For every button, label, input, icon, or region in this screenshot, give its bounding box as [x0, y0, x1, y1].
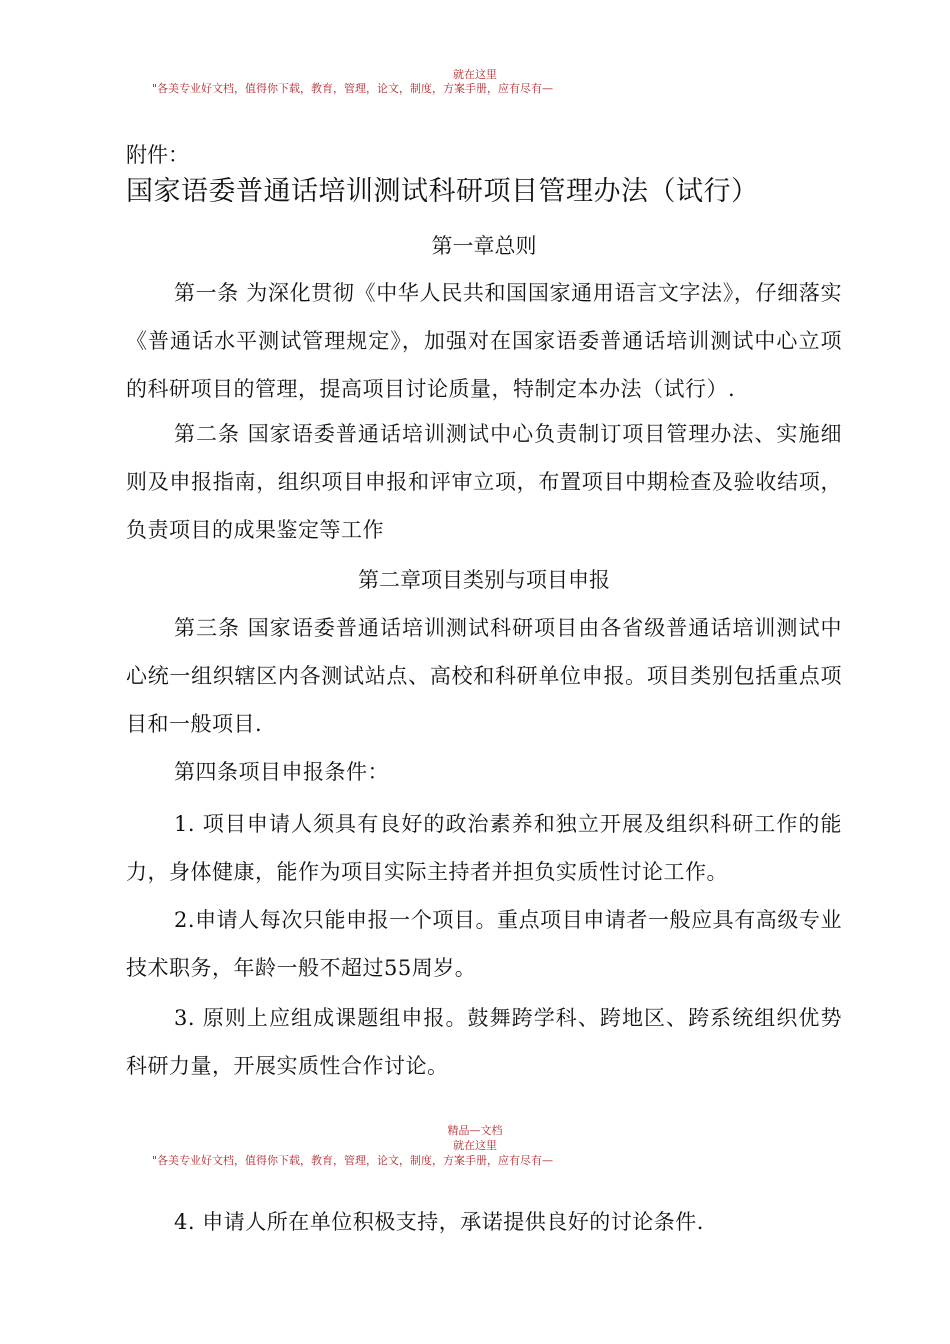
list-item-1: 1. 项目申请人须具有良好的政治素养和独立开展及组织科研工作的能力，身体健康，能作为项目实际主持者并担负实质性讨论工作。	[126, 812, 842, 884]
chapter-2-heading: 第二章项目类别与项目申报	[358, 568, 610, 592]
list-item-2: 2.申请人每次只能申报一个项目。重点项目申请者一般应具有高级专业技术职务，年龄一般不超过55周岁。	[126, 908, 842, 980]
list-item-4: 4. 申请人所在单位积极支持，承诺提供良好的讨论条件.	[174, 1210, 704, 1234]
footer-watermark-line1: 精品—文档	[447, 1124, 503, 1137]
footer-watermark-line3: "各美专业好文档，值得你下载，教育，管理，论文，制度，方案手册，应有尽有—	[152, 1154, 554, 1167]
article-3: 第三条 国家语委普通话培训测试科研项目由各省级普通话培训测试中心统一组织辖区内各测试站点、高校和科研单位申报。项目类别包括重点项目和一般项目.	[126, 616, 842, 736]
header-watermark-line2: "各美专业好文档，值得你下载，教育，管理，论文，制度，方案手册，应有尽有—	[152, 82, 554, 95]
article-1: 第一条 为深化贯彻《中华人民共和国国家通用语言文字法》，仔细落实《普通话水平测试管理规定》，加强对在国家语委普通话培训测试中心立项的科研项目的管理，提高项目讨论质量，特制定本办法（试行）.	[126, 281, 842, 401]
footer-watermark-line2: 就在这里	[453, 1139, 497, 1152]
list-item-3: 3. 原则上应组成课题组申报。鼓舞跨学科、跨地区、跨系统组织优势科研力量，开展实质性合作讨论。	[126, 1006, 842, 1078]
attachment-label: 附件：	[126, 143, 189, 167]
article-2: 第二条 国家语委普通话培训测试中心负责制订项目管理办法、实施细则及申报指南，组织项目申报和评审立项，布置项目中期检查及验收结项，负责项目的成果鉴定等工作	[126, 422, 842, 542]
document-title: 国家语委普通话培训测试科研项目管理办法（试行）	[126, 176, 759, 207]
header-watermark-line1: 就在这里	[453, 68, 497, 81]
article-4: 第四条项目申报条件：	[174, 760, 389, 784]
chapter-1-heading: 第一章总则	[431, 234, 537, 258]
